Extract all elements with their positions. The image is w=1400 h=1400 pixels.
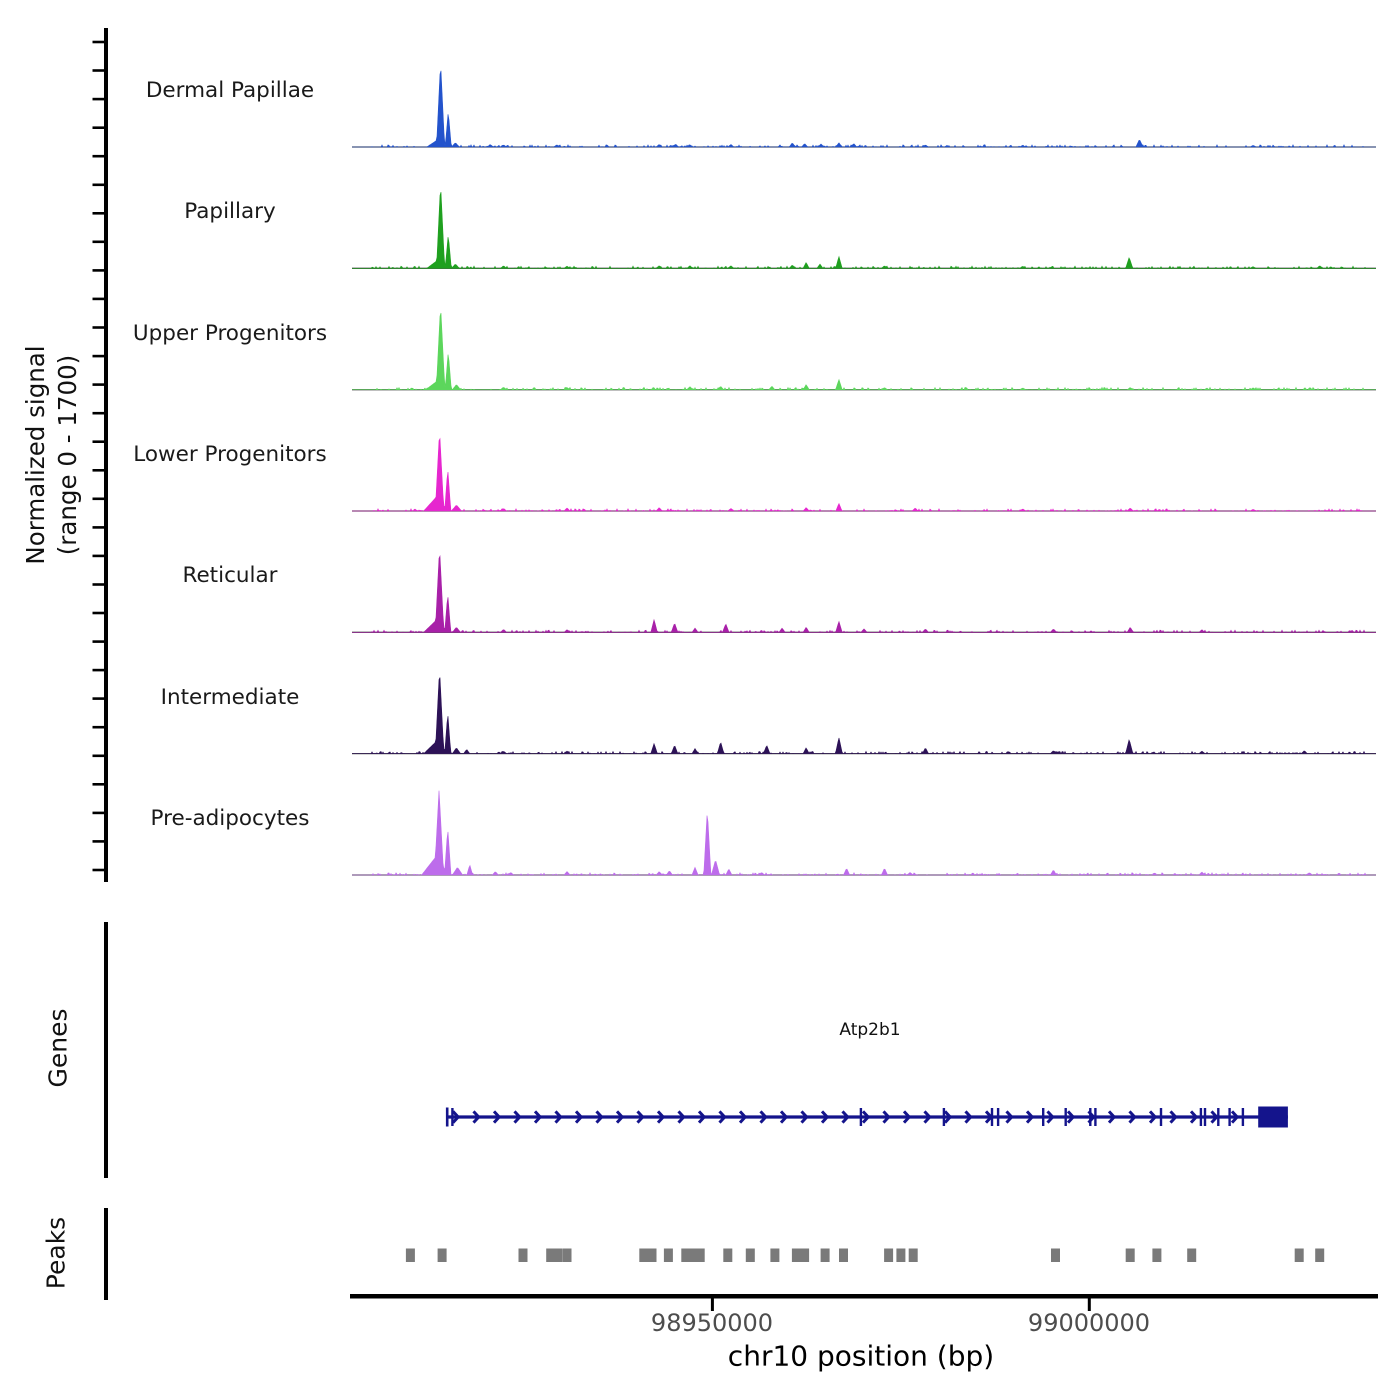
track-label: Upper Progenitors	[132, 321, 328, 346]
signal-track-papillary	[352, 192, 1376, 268]
peaks-row-label: Peaks	[41, 1216, 71, 1290]
signal-track-intermediate	[352, 678, 1376, 754]
track-label: Reticular	[182, 563, 278, 588]
gene-model	[447, 1107, 1288, 1128]
peaks-axis-spine	[104, 1208, 108, 1300]
signal-track-pre-adipocytes	[352, 791, 1376, 875]
track-label: Papillary	[184, 199, 276, 224]
genes-row-label: Genes	[43, 1008, 73, 1088]
signal-track-dermal-papillae	[352, 71, 1376, 147]
gene-utr-block	[1258, 1107, 1288, 1128]
track-label: Dermal Papillae	[145, 78, 315, 103]
x-tick-label-right: 99000000	[1027, 1309, 1151, 1337]
track-label: Pre-adipocytes	[150, 806, 310, 831]
y-axis-label-line1: Normalized signal	[21, 345, 51, 565]
x-axis-spine	[350, 1294, 1378, 1311]
x-tick-label-left: 98950000	[650, 1309, 774, 1337]
gene-name-label: Atp2b1	[839, 1020, 901, 1040]
track-label: Intermediate	[160, 685, 300, 710]
x-axis-title: chr10 position (bp)	[727, 1339, 995, 1373]
peak-boxes	[406, 1249, 1324, 1263]
genes-axis-spine	[104, 922, 108, 1178]
track-label: Lower Progenitors	[133, 442, 327, 467]
signal-track-lower-progenitors	[352, 439, 1376, 511]
signal-track-upper-progenitors	[352, 313, 1376, 390]
y-axis-label-line2: (range 0 - 1700)	[53, 354, 82, 556]
signal-track-reticular	[352, 556, 1376, 632]
